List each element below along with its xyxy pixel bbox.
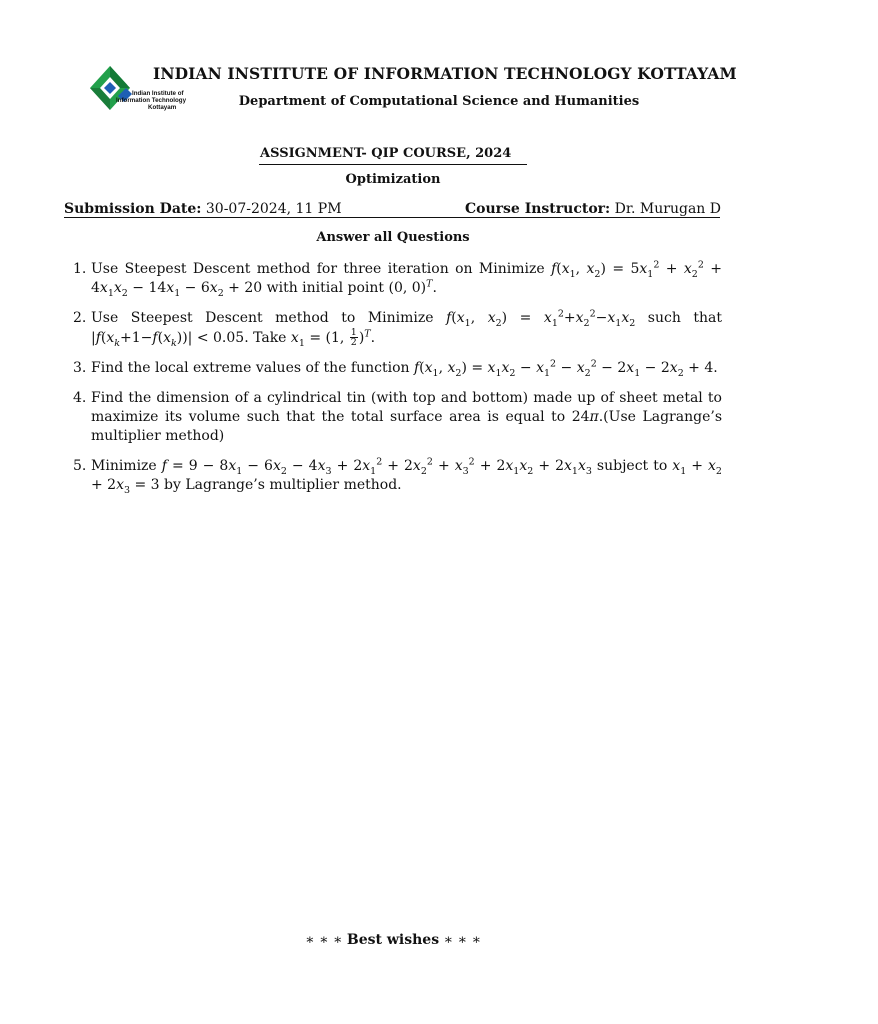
question-item bbox=[64, 457, 722, 495]
question-number: 4. bbox=[73, 389, 87, 406]
submission-date bbox=[64, 201, 342, 217]
institute-name: INDIAN INSTITUTE OF INFORMATION TECHNOLOGY KOTTAYAM bbox=[153, 64, 737, 83]
instructions: Answer all Questions bbox=[316, 230, 470, 245]
instructor-value: Dr. Murugan D bbox=[614, 201, 721, 217]
closing-line bbox=[0, 932, 786, 948]
logo-text-line-1: Indian Institute of bbox=[132, 90, 184, 97]
course-instructor bbox=[465, 201, 721, 217]
department-name: Department of Computational Science and Humanities bbox=[238, 94, 640, 109]
stars-left: ∗ ∗ ∗ bbox=[305, 932, 343, 948]
question-list bbox=[64, 260, 722, 506]
question-number: 2. bbox=[73, 310, 87, 326]
assignment-title: ASSIGNMENT- QIP COURSE, 2024 bbox=[260, 146, 512, 161]
question-text: Find the dimension of a cylindrical tin (with top and bottom) made up of sheet metal to maximize its volume such that the total surface area is equal to 24π.(Use Lagrange’s multiplier method) bbox=[91, 389, 722, 444]
submission-value: 30-07-2024, 11 PM bbox=[205, 201, 342, 217]
question-text: Minimize $f = 9 - 8x_1 - 6x_2 - 4x_3 + 2x_1^2 + 2x_2^2 + x_3^2 + 2x_1x_2 + 2x_1x_3$ subject to $x_1 + x_2 + 2x_3 = 3$ by Lagrange’s multiplier method. bbox=[91, 455, 722, 496]
submission-label: Submission Date: bbox=[64, 201, 202, 217]
best-wishes-text: Best wishes bbox=[346, 932, 440, 948]
logo-text-line-2: Information Technology bbox=[116, 97, 187, 104]
question-number: 1. bbox=[73, 261, 87, 277]
question-number: 3. bbox=[73, 359, 87, 376]
title-underline bbox=[259, 164, 527, 165]
question-text: Use Steepest Descent method to Minimize $f(x_1$, $x_2) = x_1^2+x_2^2-x_1x_2$ such that $|f(x_k+1-f(x_k))| < 0.05$. Take $x_1 = (1$, $\frac{1}{2}$ )$^T$. bbox=[91, 308, 723, 349]
question-item bbox=[64, 260, 722, 298]
logo-text-line-3: Kottayam bbox=[148, 104, 177, 111]
question-item bbox=[64, 359, 722, 378]
info-divider bbox=[64, 217, 720, 218]
question-text: Find the local extreme values of the function $f(x_1$, $x_2) = x_1x_2 - x_1^2 - x_2^2 - 2x_1 - 2x_2 + 4$. bbox=[91, 357, 718, 379]
question-number: 5. bbox=[73, 457, 87, 474]
stars-right: ∗ ∗ ∗ bbox=[443, 932, 481, 948]
question-text: Use Steepest Descent method for three iteration on Minimize $f(x_1$, $x_2) = 5x_1^2 + x_2^2 + 4x_1x_2 - 14x_1 - 6x_2 + 20$ with initial point (0, 0)$^T$. bbox=[91, 259, 722, 299]
question-item bbox=[64, 309, 722, 348]
question-item bbox=[64, 389, 722, 446]
instructor-label: Course Instructor: bbox=[465, 201, 611, 217]
subject-title: Optimization bbox=[345, 172, 441, 187]
